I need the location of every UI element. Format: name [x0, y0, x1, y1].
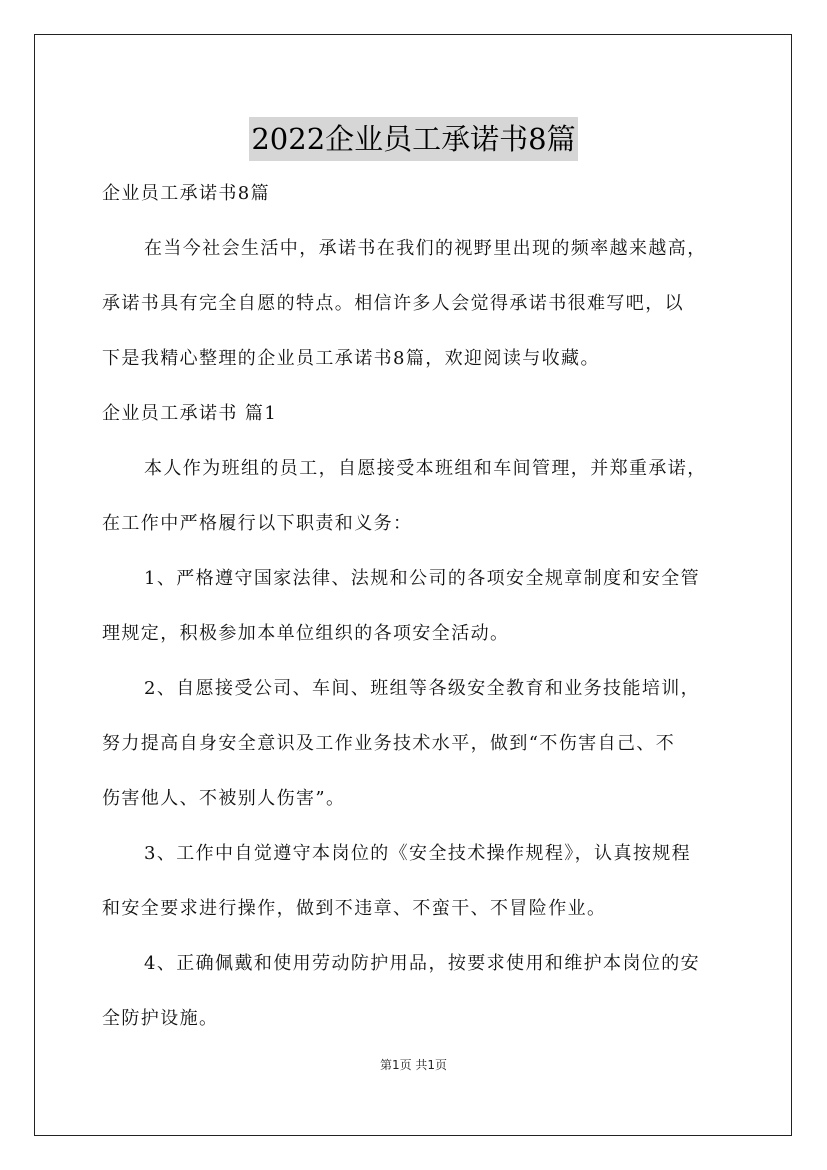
text-line: 3、工作中自觉遵守本岗位的《安全技术操作规程》，认真按规程	[144, 843, 692, 864]
text-line: 本人作为班组的员工，自愿接受本班组和车间管理，并郑重承诺，	[144, 458, 707, 479]
text-line: 企业员工承诺书 篇1	[102, 403, 278, 424]
document-title: 2022企业员工承诺书8篇	[249, 117, 577, 161]
text-line: 和安全要求进行操作，做到不违章、不蛮干、不冒险作业。	[102, 898, 607, 919]
text-line: 1、严格遵守国家法律、法规和公司的各项安全规章制度和安全管	[144, 568, 701, 589]
text-line: 4、正确佩戴和使用劳动防护用品，按要求使用和维护本岗位的安	[144, 953, 701, 974]
page-footer: 第1页 共1页	[379, 1058, 448, 1072]
text-line: 下是我精心整理的企业员工承诺书8篇，欢迎阅读与收藏。	[102, 348, 600, 369]
text-line: 努力提高自身安全意识及工作业务技术水平，做到“不伤害自己、不	[102, 733, 676, 754]
text-line: 全防护设施。	[102, 1008, 219, 1029]
text-line: 在工作中严格履行以下职责和义务：	[102, 513, 413, 534]
text-line: 理规定，积极参加本单位组织的各项安全活动。	[102, 623, 510, 644]
text-line: 承诺书具有完全自愿的特点。相信许多人会觉得承诺书很难写吧，以	[102, 293, 684, 314]
document-body	[102, 166, 730, 1046]
text-line: 企业员工承诺书8篇	[102, 183, 271, 204]
text-line: 2、自愿接受公司、车间、班组等各级安全教育和业务技能培训，	[144, 678, 701, 699]
text-line: 伤害他人、不被别人伤害”。	[102, 788, 346, 809]
text-line: 在当今社会生活中，承诺书在我们的视野里出现的频率越来越高，	[144, 238, 707, 259]
